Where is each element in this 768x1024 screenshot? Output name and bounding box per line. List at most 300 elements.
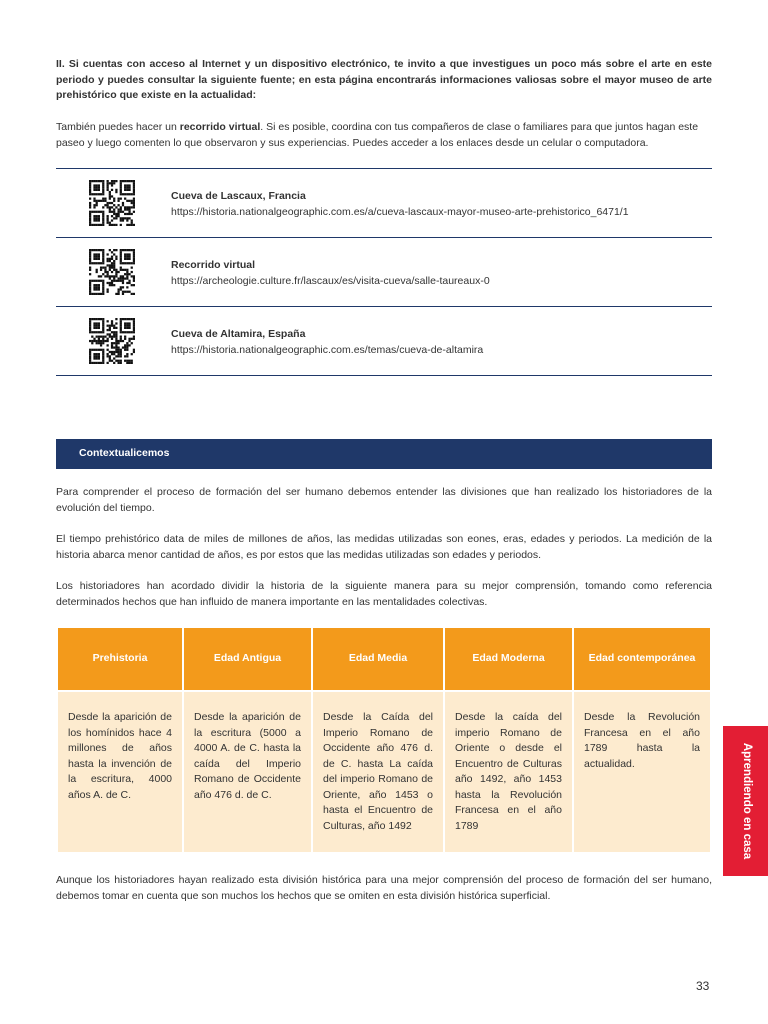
qr-module xyxy=(120,253,122,255)
qr-module xyxy=(111,271,113,273)
qr-module xyxy=(120,275,122,277)
qr-module xyxy=(133,338,135,340)
qr-module xyxy=(124,253,126,255)
qr-module xyxy=(122,277,124,279)
qr-module xyxy=(111,224,113,226)
qr-module xyxy=(98,331,100,333)
qr-module xyxy=(91,224,93,226)
qr-module xyxy=(102,211,104,213)
qr-module xyxy=(133,191,135,193)
qr-module xyxy=(124,249,126,251)
qr-module xyxy=(102,282,104,284)
qr-module xyxy=(107,215,109,217)
qr-module xyxy=(122,269,124,271)
qr-module xyxy=(102,224,104,226)
qr-module xyxy=(89,282,91,284)
qr-module xyxy=(102,360,104,362)
qr-module xyxy=(120,340,122,342)
qr-module xyxy=(100,342,102,344)
qr-module xyxy=(133,187,135,189)
qr-module xyxy=(128,262,130,264)
era-column-edad-antigua xyxy=(184,628,311,852)
qr-module xyxy=(107,353,109,355)
qr-module xyxy=(102,200,104,202)
qr-module xyxy=(117,198,119,200)
qr-module xyxy=(122,249,124,251)
qr-module xyxy=(126,282,128,284)
qr-module xyxy=(120,338,122,340)
qr-module xyxy=(133,275,135,277)
qr-module xyxy=(89,222,91,224)
qr-module xyxy=(107,189,109,191)
qr-module xyxy=(115,215,117,217)
qr-module xyxy=(120,360,122,362)
qr-module xyxy=(102,284,104,286)
qr-module xyxy=(131,219,133,221)
qr-module xyxy=(133,293,135,295)
qr-module xyxy=(100,349,102,351)
qr-module xyxy=(96,331,98,333)
qr-module xyxy=(113,269,115,271)
qr-module xyxy=(122,340,124,342)
qr-module xyxy=(98,327,100,329)
qr-module xyxy=(122,331,124,333)
qr-module xyxy=(111,284,113,286)
qr-module xyxy=(93,180,95,182)
qr-module xyxy=(98,338,100,340)
qr-module xyxy=(126,258,128,260)
qr-module xyxy=(115,269,117,271)
link-title: Cueva de Lascaux, Francia xyxy=(171,190,306,202)
qr-module xyxy=(113,211,115,213)
qr-module xyxy=(111,219,113,221)
virtual-tour-paragraph xyxy=(56,120,712,151)
qr-module xyxy=(107,329,109,331)
qr-module xyxy=(98,249,100,251)
qr-module xyxy=(93,327,95,329)
qr-module xyxy=(93,219,95,221)
qr-module xyxy=(93,253,95,255)
qr-module xyxy=(117,211,119,213)
qr-module xyxy=(115,275,117,277)
qr-module xyxy=(131,267,133,269)
qr-module xyxy=(98,318,100,320)
qr-module xyxy=(109,277,111,279)
qr-module xyxy=(91,293,93,295)
qr-module xyxy=(115,346,117,348)
link-text xyxy=(171,327,483,358)
qr-module xyxy=(133,206,135,208)
qr-module xyxy=(98,211,100,213)
qr-module xyxy=(126,262,128,264)
qr-module xyxy=(89,256,91,258)
qr-module xyxy=(93,198,95,200)
qr-module xyxy=(111,262,113,264)
qr-module xyxy=(128,253,130,255)
qr-module xyxy=(124,189,126,191)
qr-module xyxy=(115,340,117,342)
qr-module xyxy=(126,322,128,324)
qr-code-icon xyxy=(89,318,135,364)
qr-module xyxy=(100,211,102,213)
qr-module xyxy=(120,331,122,333)
qr-module xyxy=(128,193,130,195)
qr-module xyxy=(133,204,135,206)
qr-module xyxy=(98,258,100,260)
qr-module xyxy=(113,224,115,226)
qr-module xyxy=(96,340,98,342)
qr-module xyxy=(122,202,124,204)
section-header xyxy=(56,439,712,469)
qr-module xyxy=(133,256,135,258)
qr-module xyxy=(111,322,113,324)
qr-module xyxy=(109,249,111,251)
qr-module xyxy=(91,262,93,264)
qr-module xyxy=(102,342,104,344)
qr-module xyxy=(102,280,104,282)
qr-module xyxy=(102,189,104,191)
qr-module xyxy=(120,327,122,329)
qr-module xyxy=(131,293,133,295)
qr-module xyxy=(89,204,91,206)
qr-module xyxy=(102,327,104,329)
qr-module xyxy=(115,206,117,208)
qr-module xyxy=(124,322,126,324)
qr-module xyxy=(126,342,128,344)
qr-module xyxy=(113,198,115,200)
qr-module xyxy=(89,249,91,251)
qr-module xyxy=(113,262,115,264)
link-url[interactable]: https://historia.nationalgeographic.com.es/a/cueva-lascaux-mayor-museo-arte-prehistorico_6471/1 xyxy=(171,205,629,218)
qr-module xyxy=(89,219,91,221)
qr-module xyxy=(89,331,91,333)
qr-module xyxy=(109,267,111,269)
qr-module xyxy=(96,215,98,217)
qr-module xyxy=(100,180,102,182)
qr-module xyxy=(111,251,113,253)
qr-module xyxy=(89,353,91,355)
qr-module xyxy=(120,217,122,219)
qr-module xyxy=(96,219,98,221)
qr-module xyxy=(109,351,111,353)
qr-module xyxy=(102,184,104,186)
qr-module xyxy=(93,206,95,208)
qr-module xyxy=(122,193,124,195)
qr-module xyxy=(91,349,93,351)
page-number: 33 xyxy=(696,979,710,993)
link-row-altamira[interactable] xyxy=(56,306,712,376)
qr-module xyxy=(100,293,102,295)
qr-module xyxy=(126,269,128,271)
qr-module xyxy=(111,189,113,191)
qr-module xyxy=(96,217,98,219)
qr-module xyxy=(120,191,122,193)
qr-module xyxy=(100,280,102,282)
history-periods-table xyxy=(58,628,710,852)
qr-module xyxy=(117,353,119,355)
qr-module xyxy=(107,271,109,273)
qr-module xyxy=(102,222,104,224)
link-row-virtual-tour[interactable] xyxy=(56,237,712,306)
qr-module xyxy=(93,258,95,260)
qr-module xyxy=(124,277,126,279)
qr-module xyxy=(109,336,111,338)
qr-module xyxy=(98,355,100,357)
qr-module xyxy=(131,262,133,264)
qr-module xyxy=(98,349,100,351)
qr-module xyxy=(117,362,119,364)
qr-module xyxy=(115,342,117,344)
qr-module xyxy=(89,191,91,193)
qr-module xyxy=(98,184,100,186)
qr-module xyxy=(124,291,126,293)
qr-module xyxy=(133,322,135,324)
qr-module xyxy=(89,260,91,262)
qr-module xyxy=(93,349,95,351)
qr-module xyxy=(124,318,126,320)
qr-module xyxy=(111,336,113,338)
qr-module xyxy=(115,349,117,351)
qr-module xyxy=(109,260,111,262)
qr-module xyxy=(89,320,91,322)
qr-module xyxy=(93,184,95,186)
qr-module xyxy=(89,206,91,208)
qr-module xyxy=(93,256,95,258)
virtual-tour-text-start: También puedes hacer un xyxy=(56,121,180,133)
qr-module xyxy=(89,182,91,184)
qr-module xyxy=(124,355,126,357)
qr-module xyxy=(131,275,133,277)
qr-module xyxy=(131,213,133,215)
qr-module xyxy=(96,269,98,271)
link-text xyxy=(171,258,490,289)
qr-module xyxy=(122,262,124,264)
qr-module xyxy=(109,191,111,193)
qr-module xyxy=(102,262,104,264)
qr-module xyxy=(89,327,91,329)
qr-module xyxy=(120,193,122,195)
virtual-tour-text-end: . Si es posible, coordina con tus compañeros de clase o familiares para que juntos hagan este paseo y luego comenten lo que observaron y sus experiencias. Puedes acceder a los enlaces desde un celular o computadora. xyxy=(56,121,699,149)
qr-module xyxy=(128,256,130,258)
qr-module xyxy=(107,217,109,219)
qr-module xyxy=(89,267,91,269)
qr-module xyxy=(102,182,104,184)
qr-module xyxy=(91,336,93,338)
qr-module xyxy=(100,362,102,364)
qr-module xyxy=(100,340,102,342)
qr-module xyxy=(133,262,135,264)
qr-module xyxy=(98,189,100,191)
qr-module xyxy=(117,213,119,215)
qr-module xyxy=(126,291,128,293)
qr-module xyxy=(89,280,91,282)
link-title: Recorrido virtual xyxy=(171,259,256,271)
qr-module xyxy=(109,195,111,197)
qr-module xyxy=(115,191,117,193)
qr-module xyxy=(120,353,122,355)
qr-module xyxy=(117,215,119,217)
qr-module xyxy=(107,182,109,184)
qr-module xyxy=(131,271,133,273)
qr-module xyxy=(126,253,128,255)
qr-module xyxy=(93,211,95,213)
qr-module xyxy=(100,336,102,338)
qr-module xyxy=(98,219,100,221)
qr-module xyxy=(128,217,130,219)
qr-module xyxy=(107,187,109,189)
qr-module xyxy=(113,362,115,364)
qr-module xyxy=(133,198,135,200)
qr-module xyxy=(107,320,109,322)
qr-module xyxy=(109,333,111,335)
qr-module xyxy=(109,282,111,284)
qr-module xyxy=(113,182,115,184)
qr-module xyxy=(113,346,115,348)
qr-module xyxy=(111,331,113,333)
qr-module xyxy=(98,262,100,264)
qr-module xyxy=(124,213,126,215)
qr-module xyxy=(98,284,100,286)
qr-module xyxy=(120,184,122,186)
qr-module xyxy=(126,344,128,346)
body-paragraph: Para comprender el proceso de formación del ser humano debemos entender las divisiones que han realizado los historiadores de la evolución del tiempo. xyxy=(56,486,712,514)
qr-module xyxy=(98,217,100,219)
qr-module xyxy=(115,213,117,215)
qr-module xyxy=(115,331,117,333)
qr-module xyxy=(120,288,122,290)
qr-module xyxy=(98,275,100,277)
qr-module xyxy=(107,219,109,221)
qr-module xyxy=(96,355,98,357)
qr-module xyxy=(89,198,91,200)
qr-module xyxy=(96,280,98,282)
qr-module xyxy=(102,286,104,288)
qr-module xyxy=(102,258,104,260)
qr-module xyxy=(89,325,91,327)
qr-module xyxy=(93,325,95,327)
qr-module xyxy=(107,264,109,266)
qr-module xyxy=(109,198,111,200)
qr-module xyxy=(107,222,109,224)
qr-module xyxy=(98,253,100,255)
qr-module xyxy=(124,327,126,329)
qr-module xyxy=(115,249,117,251)
qr-module xyxy=(133,351,135,353)
qr-module xyxy=(93,217,95,219)
qr-module xyxy=(113,204,115,206)
qr-module xyxy=(96,318,98,320)
qr-module xyxy=(102,336,104,338)
qr-module xyxy=(133,189,135,191)
qr-module xyxy=(111,325,113,327)
qr-module xyxy=(89,253,91,255)
qr-module xyxy=(124,206,126,208)
qr-module xyxy=(124,273,126,275)
qr-module xyxy=(107,184,109,186)
qr-module xyxy=(115,189,117,191)
qr-module xyxy=(133,211,135,213)
qr-module xyxy=(133,180,135,182)
qr-module xyxy=(117,346,119,348)
qr-module xyxy=(102,355,104,357)
qr-module xyxy=(89,202,91,204)
qr-module xyxy=(102,249,104,251)
link-url[interactable]: https://historia.nationalgeographic.com.es/temas/cueva-de-altamira xyxy=(171,343,484,356)
qr-module xyxy=(113,284,115,286)
qr-module xyxy=(124,346,126,348)
qr-module xyxy=(128,273,130,275)
qr-module xyxy=(115,344,117,346)
qr-module xyxy=(107,344,109,346)
era-column-edad-media xyxy=(313,628,443,852)
qr-module xyxy=(126,184,128,186)
qr-module xyxy=(128,282,130,284)
qr-module xyxy=(93,288,95,290)
qr-module xyxy=(133,249,135,251)
qr-module xyxy=(126,256,128,258)
qr-module xyxy=(117,340,119,342)
qr-module xyxy=(109,182,111,184)
qr-module xyxy=(96,184,98,186)
qr-module xyxy=(120,224,122,226)
qr-module xyxy=(120,325,122,327)
qr-module xyxy=(98,336,100,338)
qr-module xyxy=(113,277,115,279)
qr-module xyxy=(120,260,122,262)
qr-module xyxy=(109,193,111,195)
qr-module xyxy=(128,338,130,340)
qr-module xyxy=(102,260,104,262)
qr-module xyxy=(113,275,115,277)
qr-module xyxy=(122,346,124,348)
qr-module xyxy=(120,258,122,260)
qr-module xyxy=(111,353,113,355)
qr-module xyxy=(126,217,128,219)
link-row-lascaux[interactable] xyxy=(56,168,712,237)
qr-module xyxy=(107,273,109,275)
qr-module xyxy=(102,293,104,295)
qr-module xyxy=(115,293,117,295)
qr-module xyxy=(104,275,106,277)
qr-module xyxy=(89,293,91,295)
qr-module xyxy=(117,280,119,282)
qr-module xyxy=(126,180,128,182)
qr-module xyxy=(120,262,122,264)
qr-module xyxy=(117,342,119,344)
era-column-edad-moderna xyxy=(445,628,572,852)
qr-module xyxy=(96,293,98,295)
qr-module xyxy=(131,318,133,320)
qr-module xyxy=(115,256,117,258)
era-header: Prehistoria xyxy=(58,628,182,690)
qr-module xyxy=(93,322,95,324)
era-header: Edad Antigua xyxy=(184,628,311,690)
era-column-prehistoria xyxy=(58,628,182,852)
qr-module xyxy=(89,215,91,217)
qr-module xyxy=(98,224,100,226)
qr-module xyxy=(93,331,95,333)
qr-module xyxy=(115,258,117,260)
qr-module xyxy=(128,344,130,346)
qr-module xyxy=(98,322,100,324)
qr-module xyxy=(122,180,124,182)
qr-module xyxy=(113,213,115,215)
qr-module xyxy=(89,180,91,182)
qr-module xyxy=(120,329,122,331)
qr-module xyxy=(111,206,113,208)
link-url[interactable]: https://archeologie.culture.fr/lascaux/es/visita-cueva/salle-taureaux-0 xyxy=(171,274,490,287)
intro-paragraph: II. Si cuentas con acceso al Internet y un dispositivo electrónico, te invito a que investigues un poco más sobre el arte en este periodo y puedes consultar la siguiente fuente; en esta página encontrarás informaciones valiosas sobre el mayor museo de arte prehistórico que existe en la actualidad: xyxy=(56,58,712,101)
